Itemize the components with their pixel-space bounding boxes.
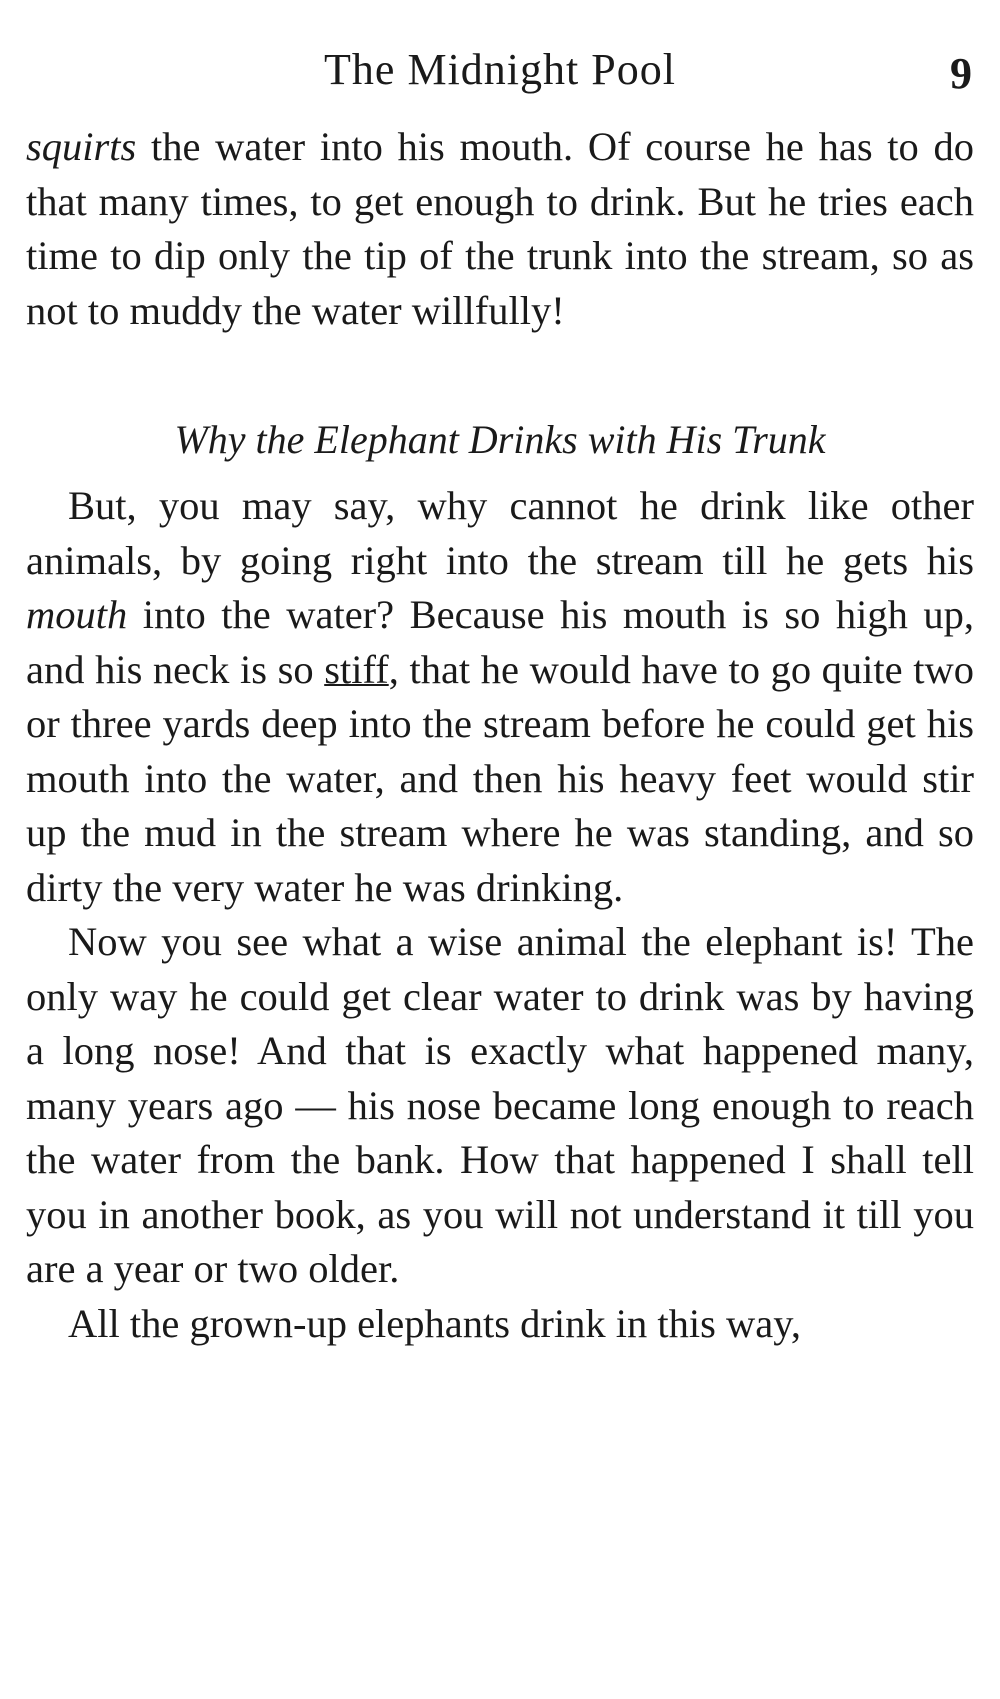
paragraph-grown-up-elephants (26, 1297, 974, 1352)
paragraph-wise-animal (26, 915, 974, 1297)
italic-word-mouth: mouth (26, 592, 128, 637)
paragraph-text: the water into his mouth. Of course he has to do that many times, to get enough to drink. But he tries each time to dip only the tip of the trunk into the stream, so as not to muddy the water willfully! (26, 124, 974, 333)
page-number: 9 (950, 49, 972, 98)
italic-word-squirts: squirts (26, 124, 137, 169)
paragraph-text: All the grown-up elephants drink in this way, (68, 1300, 801, 1346)
paragraph-continuation (26, 120, 974, 338)
paragraph-why-cannot-drink (26, 479, 974, 915)
section-heading: Why the Elephant Drinks with His Trunk (174, 417, 826, 462)
paragraph-text: , that he would have to go quite two or three yards deep into the stream before he could get his mouth into the water, and then his heavy feet would stir up the mud in the stream where he was standing, and so dirty the very water he was drinking. (26, 646, 975, 910)
paragraph-text: Now you see what a wise animal the elephant is! The only way he could get clear water to drink was by having a long nose! And that is exactly what happened many, many years ago — his nose became long enough to reach the water from the bank. How that happened I shall tell you in another book, as you will not understand it till you are a year or two older. (26, 919, 974, 1291)
main-text-block (26, 479, 974, 1351)
paragraph-text: into the water? Because his mouth is so high up, and his neck is so (26, 592, 974, 692)
paragraph-text: But, you may say, why cannot he drink like other animals, by going right into the stream till he gets his (26, 483, 974, 583)
underlined-word-stiff: stiff (324, 646, 389, 692)
running-head-title: The Midnight Pool (324, 45, 676, 94)
